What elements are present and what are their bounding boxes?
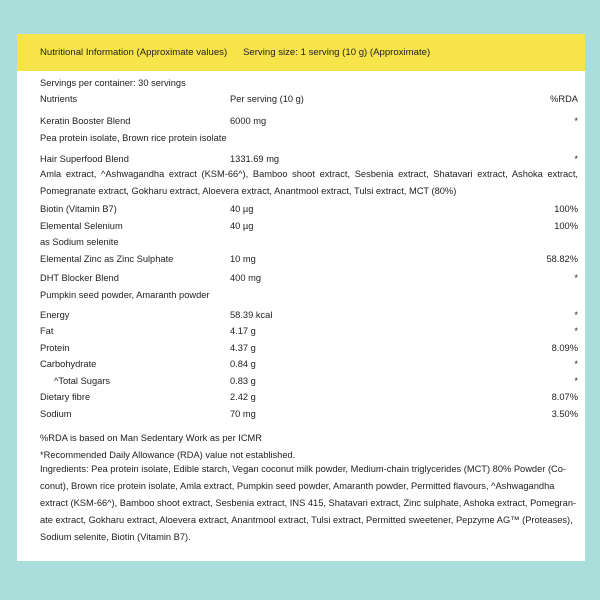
rda-basis-note: %RDA is based on Man Sedentary Work as per ICMR <box>40 433 263 443</box>
col-rda: %RDA <box>550 94 578 104</box>
table-row: Biotin (Vitamin B7) 40 µg 100% <box>40 204 578 214</box>
table-row: Elemental Selenium 40 µg 100% <box>40 221 578 231</box>
header-title: Nutritional Information (Approximate values) <box>40 47 228 58</box>
table-row: Fat 4.17 g * <box>40 326 578 336</box>
column-headers <box>40 92 578 106</box>
table-row: Pumpkin seed powder, Amaranth powder <box>40 290 210 300</box>
ingredients-list: Ingredients: Pea protein isolate, Edible starch, Vegan coconut milk powder, Medium-chain triglycerides (MCT) 80% Powder (Co-conut), Brown rice protein isolate, Amla extract, Pumpkin seed powder, Amaranth powder, Permitted flavours, ^Ashwagandha extract (KSM-66^), Bamboo shoot extract, Sesbenia extract, INS 415, Shatavari extract, Zinc sulphate, Ashoka extract, Pomegran-ate extract, Gokharu extract, Aloevera extract, Anantmool extract, Tulsi extract, Permitted sweetener, Pepzyme AG™ (Proteases), Sodium selenite, Biotin (Vitamin B7). <box>40 464 577 542</box>
table-row: ^Total Sugars 0.83 g * <box>54 376 578 386</box>
table-row: Pea protein isolate, Brown rice protein isolate <box>40 133 227 143</box>
table-row: Hair Superfood Blend 1331.69 mg * <box>40 154 578 164</box>
table-row: Carbohydrate 0.84 g * <box>40 359 578 369</box>
hair-superfood-detail: Amla extract, ^Ashwagandha extract (KSM-66^), Bamboo shoot extract, Sesbenia extract, Shatavari extract, Ashoka extract, Pomegranate extract, Gokharu extract, Aloevera extract, Anantmool extract, Tulsi extract, MCT (80%) <box>40 169 578 196</box>
table-row: Sodium 70 mg 3.50% <box>40 409 578 419</box>
nutrition-header <box>17 34 585 71</box>
table-row: Keratin Booster Blend 6000 mg * <box>40 116 578 126</box>
header-serving-size: Serving size: 1 serving (10 g) (Approximate) <box>243 47 431 58</box>
col-per-serving: Per serving (10 g) <box>230 94 304 104</box>
table-row: Protein 4.37 g 8.09% <box>40 343 578 353</box>
rda-not-established-note: *Recommended Daily Allowance (RDA) value not established. <box>40 450 296 460</box>
table-row: Dietary fibre 2.42 g 8.07% <box>40 392 578 402</box>
table-row: DHT Blocker Blend 400 mg * <box>40 273 578 283</box>
table-row: Elemental Zinc as Zinc Sulphate 10 mg 58.82% <box>40 254 578 264</box>
table-row: as Sodium selenite <box>40 237 119 247</box>
table-row: Energy 58.39 kcal * <box>40 310 578 320</box>
servings-per-container: Servings per container: 30 servings <box>40 78 186 88</box>
col-nutrient: Nutrients <box>40 94 78 104</box>
